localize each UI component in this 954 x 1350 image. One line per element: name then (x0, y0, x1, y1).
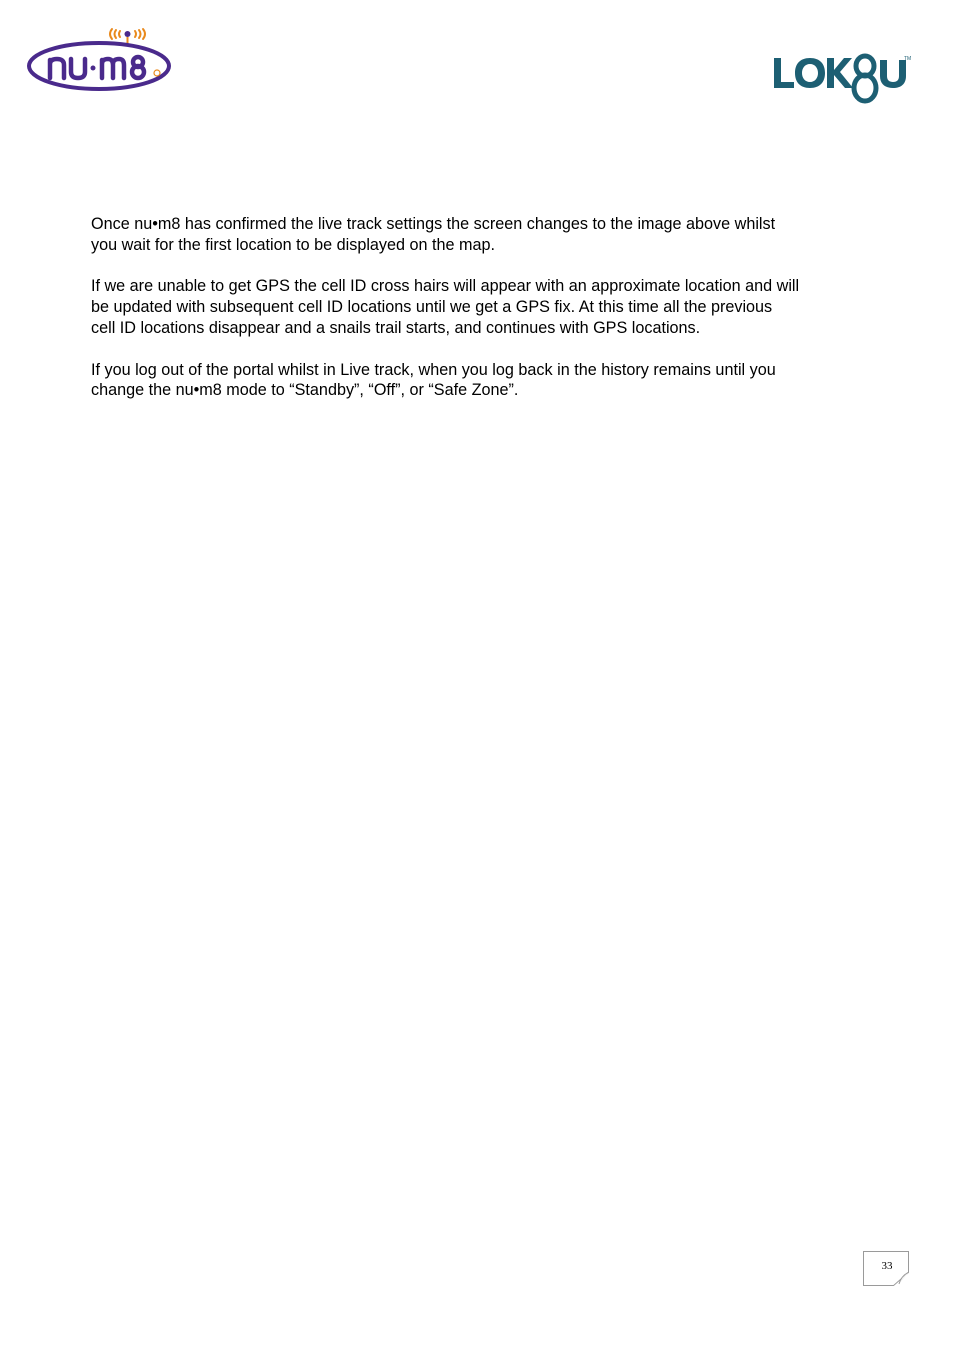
page-number-box (863, 1251, 909, 1286)
numb8-logo-icon (26, 26, 174, 92)
lok8u-logo-icon (772, 52, 912, 106)
body-paragraph-3: If you log out of the portal whilst in Live track, when you log back in the history remains until you change the nu•m8 mode to “Standby”, “Off”, or “Safe Zone”. (91, 360, 776, 400)
page-number: 33 (881, 1260, 893, 1272)
body-paragraph-2: If we are unable to get GPS the cell ID cross hairs will appear with an approximate location and will be updated with subsequent cell ID locations until we get a GPS fix. At this time all the previous cell ID locations disappear and a snails trail starts, and continues with GPS locations. (91, 277, 800, 337)
page-curl-icon (893, 1272, 909, 1286)
document-body (91, 214, 881, 422)
svg-text:TM: TM (904, 56, 912, 62)
body-paragraph-1: Once nu•m8 has confirmed the live track settings the screen changes to the image above whilst you wait for the first location to be displayed on the map. (91, 215, 776, 254)
